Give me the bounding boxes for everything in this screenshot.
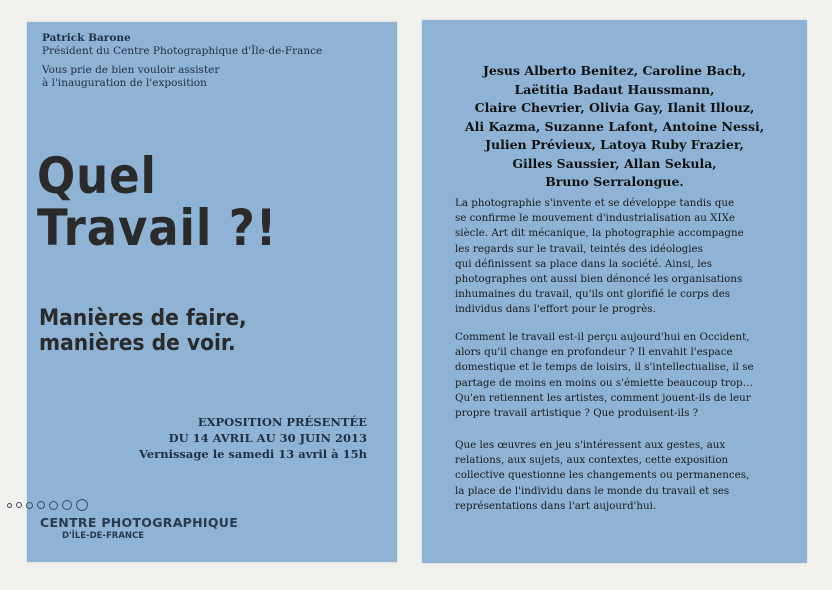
paragraph-line: individus dans l'effort pour le progrès. bbox=[455, 303, 656, 316]
circle-icon bbox=[16, 502, 22, 508]
invitation-back-page bbox=[422, 20, 807, 563]
subtitle-line: Manières de faire, bbox=[39, 306, 247, 331]
circle-icon bbox=[26, 502, 33, 509]
artists-line: Julien Prévieux, Latoya Ruby Frazier, bbox=[485, 137, 744, 152]
paragraph-line: collective questionne les changements ou permanences, bbox=[455, 469, 750, 482]
paragraph-line: photographes ont aussi bien dénoncé les organisations bbox=[455, 273, 743, 286]
vernissage-line: Vernissage le samedi 13 avril à 15h bbox=[138, 447, 367, 461]
paragraph-questions bbox=[455, 330, 785, 421]
paragraph-line: la place de l'individu dans le monde du travail et ses bbox=[455, 484, 730, 497]
paragraph-line: partage de moins en moins ou s'émiette beaucoup trop… bbox=[455, 376, 753, 389]
expo-line: EXPOSITION PRÉSENTÉE bbox=[197, 415, 367, 429]
paragraph-line: représentations dans l'art aujourd'hui. bbox=[455, 499, 657, 512]
expo-line: DU 14 AVRIL AU 30 JUIN 2013 bbox=[168, 431, 367, 445]
paragraph-line: propre travail artistique ? Que produisent-ils ? bbox=[455, 407, 699, 420]
artists-line: Ali Kazma, Suzanne Lafont, Antoine Nessi, bbox=[464, 118, 765, 134]
paragraph-line: alors qu'il change en profondeur ? Il envahit l'espace bbox=[455, 346, 733, 359]
artists-line: Jesus Alberto Benitez, Caroline Bach, bbox=[482, 63, 747, 78]
invitation-line: Vous prie de bien vouloir assister bbox=[42, 64, 220, 76]
circle-icon bbox=[37, 501, 45, 509]
artists-line: Bruno Serralongue. bbox=[545, 174, 684, 189]
paragraph-line: relations, aux sujets, aux contextes, cette exposition bbox=[455, 454, 729, 467]
artists-line: Laëtitia Badaut Haussmann, bbox=[514, 81, 715, 97]
title-line: Travail ?! bbox=[37, 199, 278, 257]
logo-circles-icon bbox=[7, 499, 88, 511]
centre-photographique-logo bbox=[40, 515, 238, 542]
exhibition-dates bbox=[139, 414, 367, 462]
invitation-text bbox=[42, 64, 219, 90]
logo-line: CENTRE PHOTOGRAPHIQUE bbox=[40, 515, 239, 530]
paragraph-line: siècle. Art dit mécanique, la photographie accompagne bbox=[455, 227, 744, 240]
paragraph-conclusion bbox=[455, 438, 785, 514]
artists-line: Claire Chevrier, Olivia Gay, Ilanit Illouz, bbox=[474, 100, 755, 115]
paragraph-history bbox=[455, 196, 785, 318]
invitation-line: à l'inauguration de l'exposition bbox=[42, 77, 207, 89]
circle-icon bbox=[76, 499, 88, 511]
circle-icon bbox=[7, 503, 12, 508]
host-name: Patrick Barone bbox=[42, 32, 131, 44]
paragraph-line: les regards sur le travail, teintés des idéologies bbox=[455, 242, 703, 255]
paragraph-line: Qu'en retiennent les artistes, comment jouent-ils de leur bbox=[455, 391, 751, 404]
exhibition-title bbox=[37, 147, 278, 257]
subtitle-line: manières de voir. bbox=[39, 331, 236, 356]
paragraph-line: domestique et le temps de loisirs, il s'intellectualise, il se bbox=[455, 361, 754, 374]
host-block bbox=[42, 32, 322, 58]
paragraph-line: se confirme le mouvement d'industrialisation au XIXe bbox=[455, 212, 735, 225]
logo-line: D'ÎLE-DE-FRANCE bbox=[62, 531, 145, 541]
paragraph-line: qui définissent sa place dans la société. Ainsi, les bbox=[455, 257, 713, 270]
artists-line: Gilles Saussier, Allan Sekula, bbox=[512, 155, 717, 171]
circle-icon bbox=[62, 500, 72, 510]
paragraph-line: Que les œuvres en jeu s'intéressent aux gestes, aux bbox=[455, 439, 726, 451]
paragraph-line: inhumaines du travail, qu'ils ont glorifié le corps des bbox=[455, 288, 731, 301]
invitation-front-page bbox=[27, 22, 397, 562]
artists-list bbox=[422, 62, 807, 192]
paragraph-line: La photographie s'invente et se développe tandis que bbox=[455, 197, 735, 209]
paragraph-line: Comment le travail est-il perçu aujourd'hui en Occident, bbox=[455, 331, 750, 343]
host-role: Président du Centre Photographique d'Île-de-France bbox=[42, 45, 323, 57]
exhibition-subtitle bbox=[39, 306, 247, 356]
title-line: Quel bbox=[37, 147, 157, 205]
circle-icon bbox=[49, 501, 58, 510]
